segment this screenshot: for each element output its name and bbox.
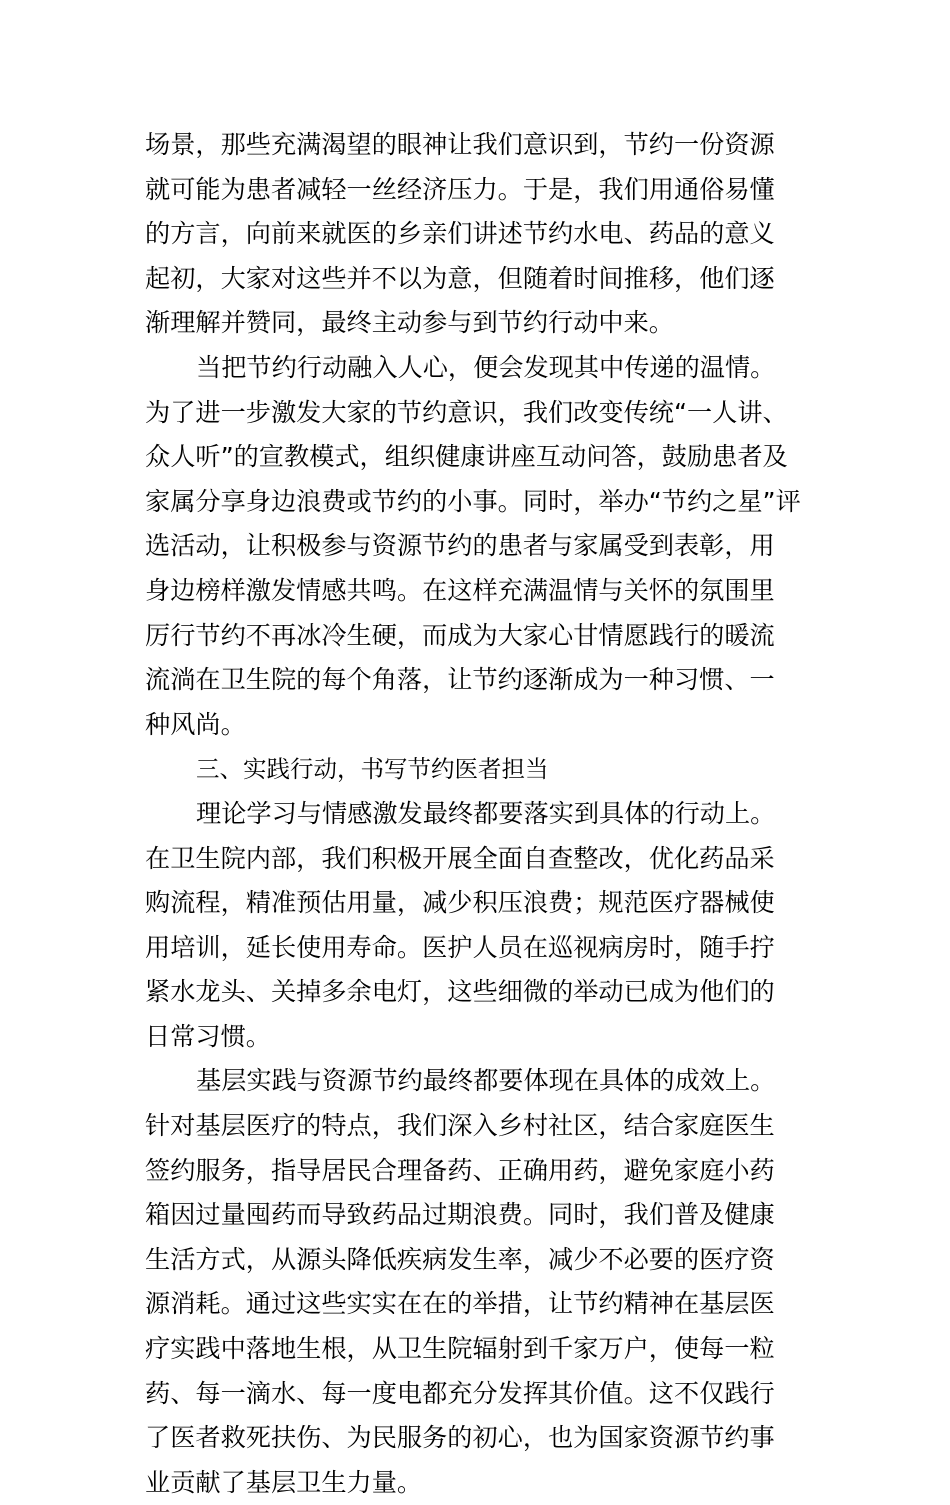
section-heading: 三、实践行动，书写节约医者担当 [196, 755, 549, 784]
text-line: 基层实践与资源节约最终都要体现在具体的成效上。 [196, 1066, 776, 1096]
text-line: 起初，大家对这些并不以为意，但随着时间推移，他们逐 [145, 263, 775, 293]
text-line: 箱因过量囤药而导致药品过期浪费。同时，我们普及健康 [145, 1200, 775, 1230]
text-line: 为了进一步激发大家的节约意识，我们改变传统“一人讲、 [145, 397, 788, 427]
text-line: 种风尚。 [145, 709, 246, 739]
text-line: 日常习惯。 [145, 1021, 271, 1051]
text-line: 家属分享身边浪费或节约的小事。同时，举办“节约之星”评 [145, 486, 801, 516]
text-line: 就可能为患者减轻一丝经济压力。于是，我们用通俗易懂 [145, 174, 775, 204]
text-line: 紧水龙头、关掉多余电灯，这些细微的举动已成为他们的 [145, 977, 775, 1007]
text-line: 了医者救死扶伤、为民服务的初心，也为国家资源节约事 [145, 1423, 775, 1453]
text-line: 身边榜样激发情感共鸣。在这样充满温情与关怀的氛围里 [145, 575, 775, 605]
text-line: 理论学习与情感激发最终都要落实到具体的行动上。 [196, 798, 776, 828]
text-line: 源消耗。通过这些实实在在的举措，让节约精神在基层医 [145, 1289, 775, 1319]
text-line: 用培训，延长使用寿命。医护人员在巡视病房时，随手拧 [145, 932, 775, 962]
text-line: 购流程，精准预估用量，减少积压浪费；规范医疗器械使 [145, 888, 775, 918]
text-line: 场景，那些充满渴望的眼神让我们意识到，节约一份资源 [145, 130, 775, 159]
text-line: 渐理解并赞同，最终主动参与到节约行动中来。 [145, 308, 674, 338]
text-line: 流淌在卫生院的每个角落，让节约逐渐成为一种习惯、一 [145, 665, 775, 695]
document-body [145, 123, 805, 1505]
text-line: 的方言，向前来就医的乡亲们讲述节约水电、药品的意义 [145, 219, 775, 249]
text-line: 疗实践中落地生根，从卫生院辐射到千家万户，使每一粒 [145, 1334, 775, 1364]
text-line: 在卫生院内部，我们积极开展全面自查整改，优化药品采 [145, 843, 775, 873]
text-line: 当把节约行动融入人心，便会发现其中传递的温情。 [196, 352, 776, 382]
text-line: 众人听”的宣教模式，组织健康讲座互动问答，鼓励患者及 [145, 442, 788, 472]
text-line: 业贡献了基层卫生力量。 [145, 1467, 423, 1497]
text-line: 针对基层医疗的特点，我们深入乡村社区，结合家庭医生 [145, 1111, 775, 1141]
text-line: 药、每一滴水、每一度电都充分发挥其价值。这不仅践行 [145, 1378, 775, 1408]
text-line: 签约服务，指导居民合理备药、正确用药，避免家庭小药 [145, 1155, 775, 1185]
text-line: 厉行节约不再冰冷生硬，而成为大家心甘情愿践行的暖流 [145, 620, 775, 650]
text-line: 选活动，让积极参与资源节约的患者与家属受到表彰，用 [145, 531, 775, 561]
text-line: 生活方式，从源头降低疾病发生率，减少不必要的医疗资 [145, 1244, 775, 1274]
